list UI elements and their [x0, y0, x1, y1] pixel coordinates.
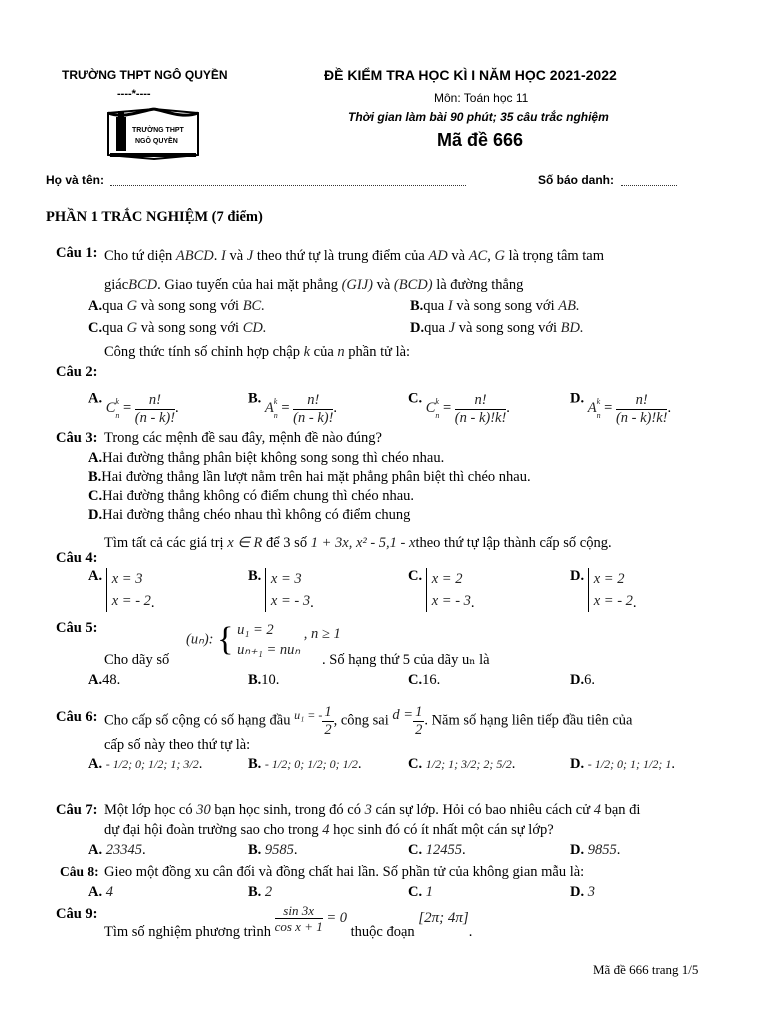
option-math: G	[126, 298, 138, 314]
q6-option-b[interactable]: B. - 1/2; 0; 1/2; 0; 1/2.	[248, 756, 362, 772]
q5-system: (uₙ): { u₁ = 2 uₙ₊₁ = nuₙ , n ≥ 1	[186, 621, 341, 658]
q4-text-1: Tìm tất cả các giá trị	[104, 535, 224, 551]
q1-text-intersection: . Giao tuyến của hai mặt phẳng	[157, 277, 338, 293]
option-math: J	[448, 320, 456, 336]
option-math: C	[425, 400, 436, 417]
option-text: qua	[424, 320, 446, 336]
option-text: và song song với	[140, 298, 240, 314]
q3-text: Trong các mệnh đề sau đây, mệnh đề nào đúng?	[104, 430, 382, 446]
q1-option-d[interactable]	[410, 320, 584, 337]
option-math-sup: k	[115, 397, 119, 407]
option-text: qua	[102, 298, 124, 314]
q6-text-4: cấp số này theo thứ tự là:	[104, 737, 251, 753]
q1-math-abcd: ABCD	[175, 248, 214, 264]
q4-label: Câu 4:	[56, 550, 98, 566]
q1-option-c[interactable]	[88, 320, 266, 337]
option-letter: A.	[88, 298, 103, 314]
q7-label: Câu 7:	[56, 802, 98, 818]
option-letter: D.	[410, 320, 425, 336]
q8-label: Câu 8:	[60, 864, 99, 879]
exam-title: ĐỀ KIỂM TRA HỌC KÌ I NĂM HỌC 2021-2022	[324, 67, 617, 83]
q4-math-2: 1 + 3x, x² - 5,1 - x	[310, 535, 416, 551]
option-letter: B.	[248, 390, 262, 407]
q7-option-a[interactable]: A. 23345.	[88, 842, 146, 858]
option-math: CD.	[242, 320, 267, 336]
q8-option-c[interactable]: C. 1	[408, 884, 433, 900]
id-label: Số báo danh:	[538, 173, 614, 187]
q7-text-1: Một lớp học có	[104, 802, 193, 818]
q1-math-i: I	[221, 248, 226, 264]
option-math: C	[105, 400, 116, 417]
q3-label: Câu 3:	[56, 430, 98, 446]
q9-text-2: thuộc đoạn	[350, 923, 415, 940]
q2-option-b[interactable]: B. $A_nk$ = $\frac{n!}{(n - k)!}$ .	[248, 390, 338, 426]
q8-option-a[interactable]: A. 4	[88, 884, 113, 900]
school-name: TRƯỜNG THPT NGÔ QUYỀN	[62, 68, 228, 82]
option-text: qua	[102, 320, 124, 336]
q5-option-b[interactable]: B.10.	[248, 672, 280, 688]
q6-math-u1: u₁ = -	[294, 707, 323, 722]
q5-option-d[interactable]: D.6.	[570, 672, 595, 688]
q6-option-d[interactable]: D. - 1/2; 0; 1; 1/2; 1.	[570, 756, 676, 772]
q3-option-a[interactable]: A.Hai đường thẳng phân biệt không song song thì chéo nhau.	[88, 450, 445, 466]
q5-option-c[interactable]: C.16.	[408, 672, 441, 688]
q6-frac-2: $\frac{1}{2}$	[415, 704, 423, 738]
option-text: và song song với	[140, 320, 240, 336]
q6-option-a[interactable]: A. - 1/2; 0; 1/2; 1; 3/2.	[88, 756, 203, 772]
q5-option-a[interactable]: A.48.	[88, 672, 121, 688]
option-math: A	[587, 400, 597, 417]
q7-text-6: học sinh đó có ít nhất một cán sự lớp?	[333, 822, 554, 838]
q1-and-3: và	[376, 277, 391, 293]
option-math-sup: k	[273, 397, 278, 407]
q1-math-j: J	[246, 248, 254, 264]
q4-option-b[interactable]: B. x = 3 x = - 3 .	[248, 568, 314, 611]
q1-text-1: Cho tứ diện	[104, 248, 173, 264]
q4-math-1: x ∈ R	[227, 535, 263, 551]
q4-option-a[interactable]: A. x = 3 x = - 2 .	[88, 568, 155, 611]
svg-text:NGÔ QUYỀN: NGÔ QUYỀN	[135, 138, 178, 145]
exam-subject: Môn: Toán học 11	[434, 91, 529, 105]
q1-text-centroid: là trọng tâm tam	[508, 248, 605, 264]
exam-code: Mã đề 666	[437, 130, 524, 150]
q4-option-c[interactable]: C. x = 2 x = - 3 .	[408, 568, 475, 611]
q8-option-b[interactable]: B. 2	[248, 884, 273, 900]
q7-text-4: bạn đi	[604, 802, 641, 818]
q1-math-ac: AC	[468, 248, 488, 264]
q5-text-2: . Số hạng thứ 5 của dãy uₙ là	[322, 652, 490, 668]
option-math-sub: n	[115, 411, 120, 421]
stars-divider: ----*----	[117, 88, 151, 100]
section-title: PHẦN 1 TRẮC NGHIỆM (7 điểm)	[46, 209, 263, 225]
q2-math-n: n	[337, 344, 345, 360]
q7-num-3: 3	[364, 802, 372, 818]
exam-duration: Thời gian làm bài 90 phút; 35 câu trắc nghiệm	[348, 110, 609, 124]
q7-text-2: bạn học sinh, trong đó có	[214, 802, 361, 818]
q9-text-1: Tìm số nghiệm phương trình	[104, 923, 271, 940]
q1-label: Câu 1:	[56, 245, 98, 261]
option-math: BC.	[242, 298, 265, 314]
option-math: G	[126, 320, 138, 336]
q1-dot: .	[213, 248, 218, 264]
svg-text:TRƯỜNG THPT: TRƯỜNG THPT	[132, 127, 184, 134]
option-math-sub: n	[596, 411, 601, 421]
option-fraction: $\frac{n!}{(n - k)!}$	[134, 392, 176, 426]
q1-option-b[interactable]	[410, 298, 580, 315]
q7-text-3: cán sự lớp. Hỏi có bao nhiêu cách cử	[375, 802, 591, 818]
q6-text-2: , công sai	[333, 712, 389, 729]
q5-text-1: Cho dãy số	[104, 652, 170, 668]
id-field[interactable]	[621, 175, 677, 186]
q2-text-1: Công thức tính số chỉnh hợp chập	[104, 344, 300, 360]
q1-and-2: và	[451, 248, 466, 264]
option-text: qua	[423, 298, 445, 314]
q1-math-g: G	[494, 248, 505, 264]
q4-text-3: theo thứ tự lập thành cấp số cộng.	[415, 535, 612, 551]
q7-option-c[interactable]: C. 12455.	[408, 842, 466, 858]
option-math-sup: k	[596, 397, 601, 407]
q3-option-d[interactable]: D.Hai đường thẳng chéo nhau thì không có điểm chung	[88, 507, 411, 523]
q6-option-c[interactable]: C. 1/2; 1; 3/2; 2; 5/2.	[408, 756, 516, 772]
q6-text-3: . Năm số hạng liên tiếp đầu tiên của	[424, 712, 633, 729]
q2-option-c[interactable]: C. $C_nk$ = $\frac{n!}{(n - k)!k!}$ .	[408, 390, 510, 426]
page-footer: Mã đề 666 trang 1/5	[593, 962, 699, 977]
option-fraction: $\frac{n!}{(n - k)!k!}$	[615, 392, 668, 426]
q2-option-d[interactable]: D. $A_nk$ = $\frac{n!}{(n - k)!k!}$ .	[570, 390, 672, 426]
q2-math-k: k	[303, 344, 311, 360]
q1-math-gij: (GIJ)	[341, 277, 373, 293]
option-text: và song song với	[458, 320, 558, 336]
q4-option-d[interactable]: D. x = 2 x = - 2 .	[570, 568, 637, 611]
q1-text-triangle: giác	[104, 277, 129, 293]
option-fraction: $\frac{n!}{(n - k)!k!}$	[454, 392, 507, 426]
option-letter: C.	[408, 390, 423, 407]
option-letter: D.	[570, 390, 585, 407]
option-math-sub: n	[435, 411, 440, 421]
q7-option-d[interactable]: D. 9855.	[570, 842, 621, 858]
name-label: Họ và tên:	[46, 173, 105, 187]
school-logo	[104, 105, 202, 166]
q7-text-5: dự đại hội đoàn trường sao cho trong	[104, 822, 319, 838]
q6-math-d: d =	[392, 706, 414, 723]
option-math: I	[447, 298, 453, 314]
option-fraction: $\frac{n!}{(n - k)!}$	[293, 392, 334, 426]
q7-num-4b: 4	[322, 822, 330, 838]
q1-math-pbcd: (BCD)	[393, 277, 433, 293]
q1-math-ad: AD	[428, 248, 448, 264]
q1-and-1: và	[229, 248, 244, 264]
q9-equals: = 0	[326, 910, 348, 926]
q8-text: Gieo một đồng xu cân đối và đồng chất hai lần. Số phần tử của không gian mẫu là:	[104, 864, 585, 880]
q7-option-b[interactable]: B. 9585.	[248, 842, 298, 858]
option-text: và song song với	[456, 298, 555, 314]
option-letter: C.	[88, 320, 103, 336]
q7-num-30: 30	[196, 802, 211, 818]
q6-label: Câu 6:	[56, 709, 98, 725]
q9-label: Câu 9:	[56, 906, 98, 922]
q2-label: Câu 2:	[56, 364, 98, 380]
q5-label: Câu 5:	[56, 620, 98, 636]
option-letter: A.	[88, 390, 103, 407]
q3-option-b[interactable]: B.Hai đường thẳng lần lượt nằm trên hai mặt phẳng phân biệt thì chéo nhau.	[88, 469, 531, 485]
q1-text-midpoint: theo thứ tự là trung điểm của	[256, 248, 425, 264]
option-math-sub: n	[273, 411, 278, 421]
q2-option-a[interactable]: A. $C_nk$ = $\frac{n!}{(n - k)!}$ .	[88, 390, 179, 426]
option-letter: B.	[410, 298, 424, 314]
q4-text-2: để 3 số	[266, 535, 308, 551]
option-math: AB.	[558, 298, 580, 314]
q1-comma: ,	[487, 248, 491, 264]
q3-option-c[interactable]: C.Hai đường thẳng không có điểm chung thì chéo nhau.	[88, 488, 415, 504]
q2-text-2: của	[313, 344, 334, 360]
option-math-sup: k	[435, 397, 439, 407]
name-field[interactable]	[110, 175, 466, 186]
q1-math-bcd: BCD	[128, 277, 158, 293]
q8-option-d[interactable]: D. 3	[570, 884, 595, 900]
q6-frac-1: $\frac{1}{2}$	[324, 704, 332, 738]
q1-text-line: là đường thẳng	[436, 277, 524, 293]
option-math: BD.	[560, 320, 584, 336]
q9-fraction: $\frac{\sin 3x}{\text{cos x + 1}}$	[274, 903, 323, 934]
option-math: A	[264, 400, 274, 417]
q7-num-4: 4	[593, 802, 601, 818]
q6-text-1: Cho cấp số cộng có số hạng đầu	[104, 712, 291, 729]
q1-option-a[interactable]	[88, 298, 265, 315]
q9-interval: [2π; 4π]	[418, 909, 469, 926]
q2-text-3: phần tử là:	[348, 344, 411, 360]
